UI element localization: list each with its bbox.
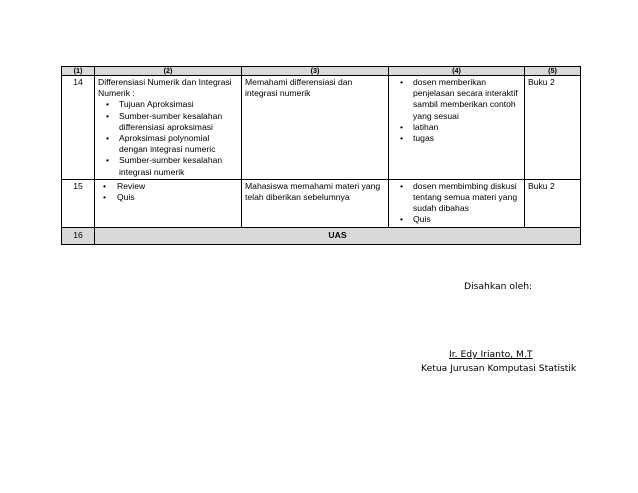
exam-label: UAS: [95, 227, 581, 244]
topic-list: [98, 99, 238, 177]
list-item: • Sumber-sumber kesalahan integrasi numerik: [98, 155, 238, 177]
reference-cell: Buku 2: [525, 76, 581, 180]
objective-cell: Memahami differensiasi dan integrasi numerik: [242, 76, 389, 180]
header-col-2: (2): [95, 67, 242, 76]
week-number: 15: [62, 179, 95, 227]
header-col-1: (1): [62, 67, 95, 76]
objective-cell: Mahasiswa memahami materi yang telah diberikan sebelumnya: [242, 179, 389, 227]
method-list: [392, 181, 521, 226]
approval-label: Disahkan oleh:: [464, 281, 533, 292]
list-item: • dosen memberikan penjelasan secara interaktif sambil memberikan contoh yang sesuai: [392, 77, 521, 122]
method-cell: [389, 179, 525, 227]
topic-cell: [95, 76, 242, 180]
topic-title: Differensiasi Numerik dan Integrasi Numerik :: [98, 77, 232, 99]
table-header-row: [62, 67, 581, 76]
list-item: • Review: [98, 181, 238, 192]
topic-cell: [95, 179, 242, 227]
header-col-4: (4): [389, 67, 525, 76]
week-number: 16: [62, 227, 95, 244]
list-item: • dosen membimbing diskusi tentang semua materi yang sudah dibahas: [392, 181, 521, 215]
method-cell: [389, 76, 525, 180]
list-item: • latihan: [392, 122, 521, 133]
course-plan-table: [61, 66, 581, 245]
table-row: [62, 76, 581, 180]
reference-cell: Buku 2: [525, 179, 581, 227]
list-item: • Aproksimasi polynomial dengan integrasi numeric: [98, 133, 238, 155]
signatory-role: Ketua Jurusan Komputasi Statistik: [421, 363, 577, 374]
header-col-5: (5): [525, 67, 581, 76]
list-item: • tugas: [392, 133, 521, 144]
week-number: 14: [62, 76, 95, 180]
method-list: [392, 77, 521, 144]
list-item: • Sumber-sumber kesalahan differensiasi aproksimasi: [98, 111, 238, 133]
topic-list: [98, 181, 238, 203]
list-item: • Quis: [392, 214, 521, 225]
table-row: [62, 179, 581, 227]
header-col-3: (3): [242, 67, 389, 76]
list-item: • Quis: [98, 192, 238, 203]
table-row: [62, 227, 581, 244]
signatory-name: Ir. Edy Irianto, M.T: [449, 349, 533, 360]
list-item: • Tujuan Aproksimasi: [98, 99, 238, 110]
